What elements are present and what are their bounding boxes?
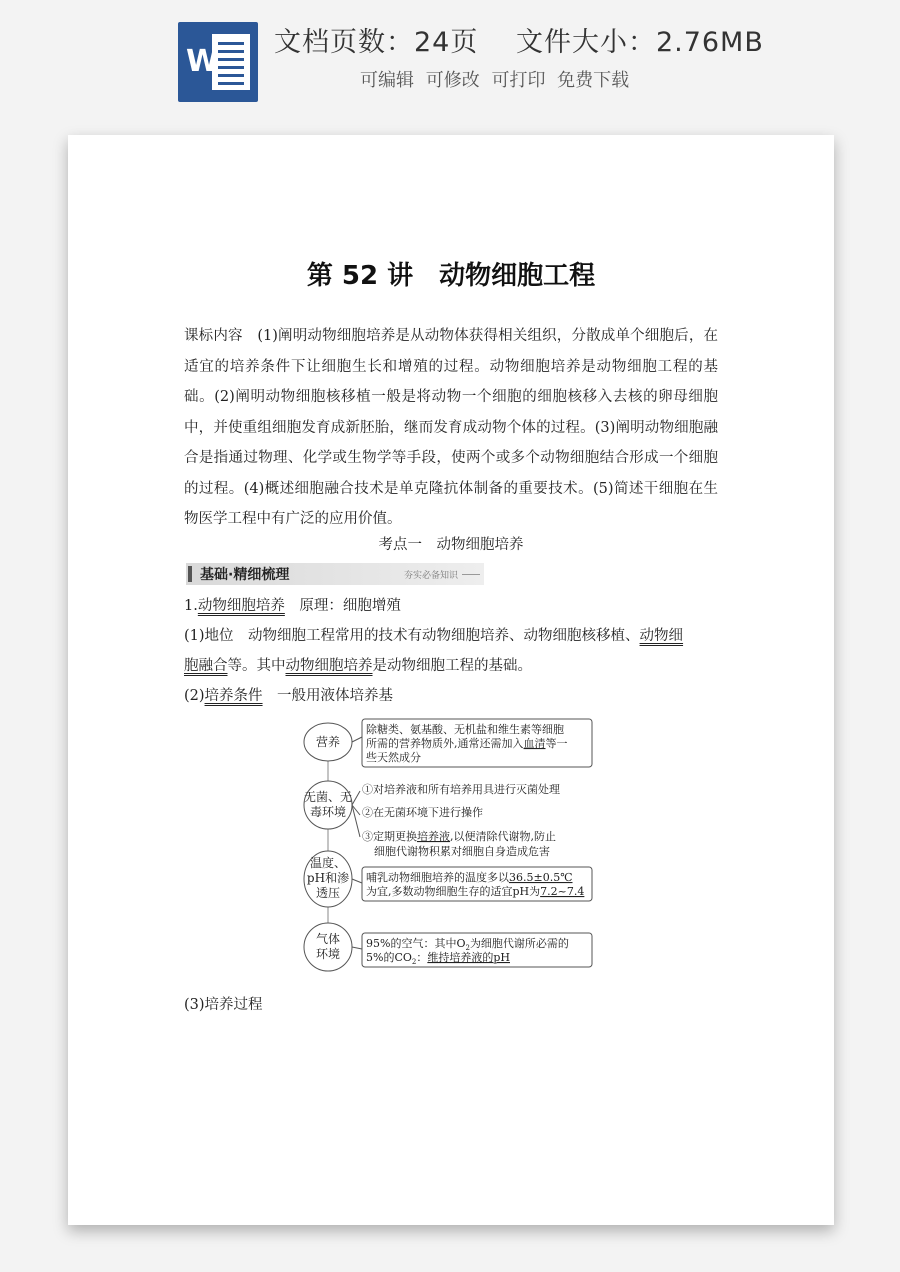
temp-line-1: 哺乳动物细胞培养的温度多以36.5±0.5℃ [366,871,573,884]
sub-item-1: (1)地位 动物细胞工程常用的技术有动物细胞培养、动物细胞核移植、动物细 [184,628,684,644]
node-gas-label-2: 环境 [315,947,341,961]
banner-subtitle: 可编辑 可修改 可打印 免费下载 [360,70,630,91]
sub-item-3: (3)培养过程 [184,997,263,1013]
culture-conditions-diagram [300,715,596,977]
band-bar [188,566,192,582]
sub-item-2: (2)培养条件 一般用液体培养基 [184,688,394,704]
section-band [186,563,484,585]
band-label: 基础·精细梳理 [200,567,290,583]
node-sterile-label-2: 毒环境 [309,805,347,819]
nutrition-line-3: 些天然成分 [366,751,421,764]
temp-line-2: 为宜,多数动物细胞生存的适宜pH为7.2~7.4 [366,885,585,898]
banner-title: 文档页数：24页 文件大小：2.76MB [274,27,764,58]
node-gas-label-1: 气体 [315,932,341,946]
sterile-item-3: ③定期更换培养液,以便清除代谢物,防止 [362,830,556,843]
node-nutrition-label: 营养 [315,735,341,749]
word-icon-letter: W [186,44,220,79]
download-banner [0,0,900,130]
sub-item-1-cont: 胞融合等。其中动物细胞培养是动物细胞工程的基础。 [184,658,532,674]
node-temp-label-2: pH和渗 [306,871,350,885]
word-doc-icon [178,22,258,102]
node-temp-label-3: 透压 [315,886,341,900]
section-heading: 考点一 动物细胞培养 [378,537,524,553]
item-1-term: 动物细胞培养 [197,598,285,614]
nutrition-line-1: 除糖类、氨基酸、无机盐和维生素等细胞 [366,723,564,736]
sterile-item-1: ①对培养液和所有培养用具进行灭菌处理 [362,783,560,796]
gas-line-2: 5%的$CO_2$：维持培养液的pH [366,951,510,966]
node-sterile-label-1: 无菌、无 [303,790,353,804]
band-dash [462,574,480,575]
sub-item-1b-term: 胞融合 [184,658,228,674]
node-temp-label-1: 温度、 [309,856,347,870]
sub-item-1b-term2: 动物细胞培养 [285,658,373,674]
sterile-item-3-cont: 细胞代谢物积累对细胞自身造成危害 [374,845,550,858]
gas-line-1: 95%的空气：其中$O_2$为细胞代谢所必需的 [366,937,569,952]
curriculum-intro: 课标内容 (1)阐明动物细胞培养是从动物体获得相关组织，分散成单个细胞后，在适宜的培养条件下让细胞生长和增殖的过程。动物细胞培养是动物细胞工程的基础。(2)阐明动物细胞核移植一般是将动物一个细胞的细胞核移入去核的卵母细胞中，并使重组细胞发育成新胚胎，继而发育成动物个体的过程。(3)阐明动物细胞融合是指通过物理、化学或生物学等手段，使两个或多个动物细胞结合形成一个细胞的过程。(4)概述细胞融合技术是单克隆抗体制备的重要技术。(5)简述干细胞在生物医学工程中有广泛的应用价值。 [184,328,718,527]
document-page [68,135,834,1225]
band-tag: 夯实必备知识 [403,571,458,581]
nutrition-line-2: 所需的营养物质外,通常还需加入血清等一 [366,737,568,750]
item-1: 1.动物细胞培养 原理：细胞增殖 [184,598,401,614]
page-title: 第 52 讲 动物细胞工程 [306,261,596,291]
sub-item-1-term: 动物细 [639,628,684,644]
sub-item-2-term: 培养条件 [204,688,263,704]
sterile-item-2: ②在无菌环境下进行操作 [362,806,483,819]
